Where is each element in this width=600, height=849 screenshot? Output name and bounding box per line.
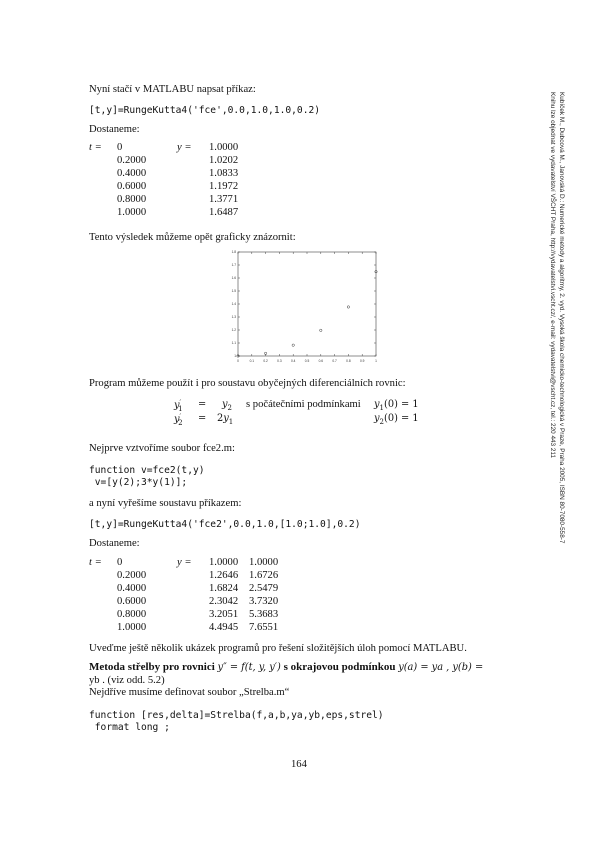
- t-value: 0.2000: [117, 155, 147, 166]
- eq2-eq: =: [198, 413, 207, 424]
- t-value: 0.6000: [117, 181, 147, 192]
- y-tick-label: 1.6: [231, 276, 236, 281]
- file-intro: Nejprve vztvoříme soubor fce2.m:: [89, 443, 235, 454]
- eq2-rhs: $2y_1$: [217, 413, 234, 426]
- x-tick-label: 0.5: [304, 359, 310, 363]
- shooting-heading: [89, 661, 483, 673]
- y-value: 1.0833: [209, 168, 239, 179]
- y2-value: 1.0000: [249, 557, 279, 568]
- y-tick-label: 1.7: [231, 263, 236, 268]
- table-row: [89, 207, 238, 220]
- x-tick-label: 0.6: [318, 359, 324, 363]
- dostaneme-label-2: Dostaneme:: [89, 538, 140, 549]
- table-row: [89, 142, 238, 155]
- x-tick-label: 0.7: [332, 359, 337, 363]
- y1-value: 2.3042: [209, 596, 239, 607]
- x-tick-label: 0.8: [346, 359, 351, 363]
- code-strelba-line2: format long ;: [89, 722, 170, 733]
- shooting-line-2: yb . (viz odd. 5.2): [89, 675, 165, 686]
- y-tick-label: 1.5: [231, 289, 236, 294]
- scatter-chart: [224, 248, 382, 366]
- table-row: [89, 609, 278, 622]
- y-tick-label: 1.3: [231, 315, 236, 320]
- t-value: 0: [117, 557, 123, 568]
- t-label: t =: [89, 142, 102, 153]
- y-value: 1.3771: [209, 194, 239, 205]
- y-tick-label: 1.4: [231, 302, 236, 307]
- eq1-rhs: $y_2$: [222, 399, 233, 412]
- x-tick-label: 1: [375, 359, 377, 363]
- y-value: 1.6487: [209, 207, 239, 218]
- table-row: [89, 583, 278, 596]
- x-tick-label: 0: [237, 359, 239, 363]
- eq1-eq: =: [198, 399, 207, 410]
- result-table-2: [89, 557, 278, 635]
- t-value: 1.0000: [117, 622, 147, 633]
- solve-intro: a nyní vyřešíme soustavu příkazem:: [89, 498, 242, 509]
- system-intro: Program můžeme použít i pro soustavu obyčejných diferenciálních rovnic:: [89, 378, 406, 389]
- data-point: [320, 329, 322, 331]
- define-intro: Nejdříve musíme definovat soubor „Strelba.m“: [89, 687, 290, 698]
- y2-value: 1.6726: [249, 570, 279, 581]
- t-value: 0.8000: [117, 194, 147, 205]
- code-fce2-line1: function v=fce2(t,y): [89, 465, 205, 476]
- eq2-lhs: $y'_2$: [174, 413, 183, 427]
- plot-frame: [238, 252, 376, 356]
- table-row: [89, 194, 238, 207]
- eq1-ic: $y_1(0) = 1$: [374, 399, 419, 412]
- t-value: 0.2000: [117, 570, 147, 581]
- data-point: [292, 344, 294, 346]
- shooting-equation: y″ = f(t, y, y′): [217, 662, 281, 673]
- side-citation-line1: Kubíček M., Dubcová M., Janovská D.: Numerické metody a algoritmy, 2. vyd. Vysoká škola chemicko-technologická v Praze, Praha 2005, ISBN 80-7080-558-7: [558, 92, 565, 544]
- table-row: [89, 155, 238, 168]
- y1-value: 1.2646: [209, 570, 239, 581]
- data-point: [347, 306, 349, 308]
- y1-value: 3.2051: [209, 609, 239, 620]
- t-value: 0.4000: [117, 583, 147, 594]
- x-tick-label: 0.9: [359, 359, 365, 363]
- y-value: 1.0000: [209, 142, 239, 153]
- y-value: 1.0202: [209, 155, 239, 166]
- intro-text: Nyní stačí v MATLABU napsat příkaz:: [89, 84, 256, 95]
- x-tick-label: 0.2: [263, 359, 268, 363]
- y-label: y =: [177, 142, 192, 153]
- t-value: 0: [117, 142, 123, 153]
- t-value: 0.6000: [117, 596, 147, 607]
- y2-value: 2.5479: [249, 583, 279, 594]
- eq2-ic: $y_2(0) = 1$: [374, 413, 419, 426]
- y1-value: 4.4945: [209, 622, 239, 633]
- code-strelba-line1: function [res,delta]=Strelba(f,a,b,ya,yb,eps,strel): [89, 710, 384, 721]
- t-value: 0.4000: [117, 168, 147, 179]
- table-row: [89, 596, 278, 609]
- shooting-bold-1: Metoda střelby pro rovnici: [89, 661, 215, 673]
- x-tick-label: 0.4: [290, 359, 296, 363]
- table-row: [89, 570, 278, 583]
- t-value: 1.0000: [117, 207, 147, 218]
- eq1-lhs: $y'_1$: [174, 399, 183, 413]
- x-tick-label: 0.3: [277, 359, 282, 363]
- shooting-bold-2: s okrajovou podmínkou: [283, 661, 396, 673]
- y2-value: 3.7320: [249, 596, 279, 607]
- dostaneme-label: Dostaneme:: [89, 124, 140, 135]
- y2-value: 7.6551: [249, 622, 279, 633]
- side-citation-line2: Knihu lze objednat ve vydavatelství VŠCHT Praha, http://vydavatelstvi.vscht.cz/, e-mail: vydavatelstvi@vscht.cz, tel.: 220 443 211: [549, 92, 556, 459]
- y2-value: 5.3683: [249, 609, 279, 620]
- x-tick-label: 0.1: [249, 359, 255, 363]
- command-rk4-system: [t,y]=RungeKutta4('fce2',0.0,1.0,[1.0;1.0],0.2): [89, 519, 361, 530]
- command-rk4: [t,y]=RungeKutta4('fce',0.0,1.0,1.0,0.2): [89, 105, 321, 116]
- y-tick-label: 1: [234, 354, 236, 359]
- more-examples: Uveďme ještě několik ukázek programů pro řešení složitějších úloh pomocí MATLABU.: [89, 643, 467, 654]
- y1-value: 1.6824: [209, 583, 239, 594]
- t-label: t =: [89, 557, 102, 568]
- side-citation: [548, 92, 566, 543]
- y-tick-label: 1.2: [231, 328, 236, 333]
- page-number: 164: [291, 759, 307, 770]
- table-row: [89, 622, 278, 635]
- equation-system: [174, 399, 474, 431]
- y1-value: 1.0000: [209, 557, 239, 568]
- result-table-1: [89, 142, 238, 220]
- t-value: 0.8000: [117, 609, 147, 620]
- code-fce2-line2: v=[y(2);3*y(1)];: [89, 477, 188, 488]
- graph-intro: Tento výsledek můžeme opět graficky znázornit:: [89, 232, 296, 243]
- shooting-boundary: y(a) = ya , y(b) =: [398, 662, 484, 673]
- eq1-note: s počátečními podmínkami: [246, 399, 361, 410]
- y-label: y =: [177, 557, 192, 568]
- y-value: 1.1972: [209, 181, 239, 192]
- table-row: [89, 557, 278, 570]
- y-tick-label: 1.1: [231, 341, 236, 346]
- table-row: [89, 181, 238, 194]
- y-tick-label: 1.8: [231, 250, 236, 255]
- table-row: [89, 168, 238, 181]
